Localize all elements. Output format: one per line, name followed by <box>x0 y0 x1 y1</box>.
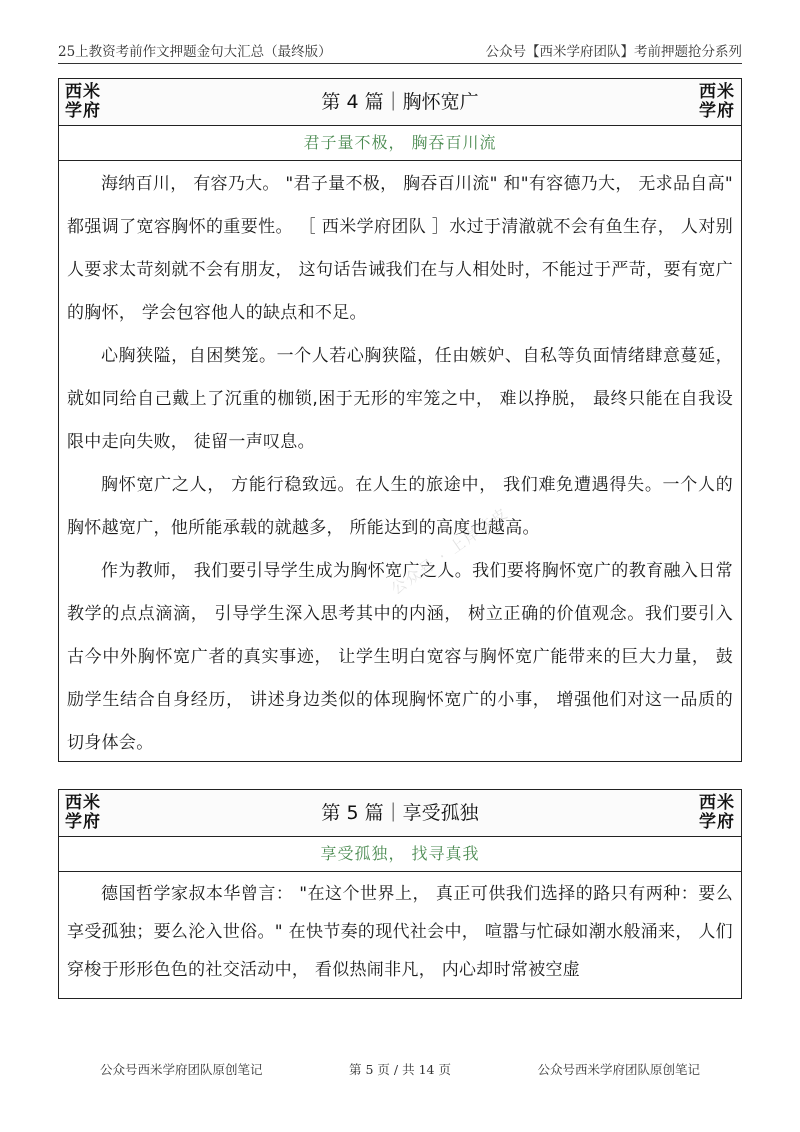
logo-text-line2: 学府 <box>699 101 735 121</box>
logo-text-line2: 学府 <box>65 812 101 832</box>
footer-page-number: 第 5 页 / 共 14 页 <box>349 1062 451 1077</box>
paragraph: 德国哲学家叔本华曾言： "在这个世界上， 真正可供我们选择的路只有两种：要么享受孤独；要么沦入世俗。" 在快节奏的现代社会中， 喧嚣与忙碌如潮水般涌来， 人们穿梭于形形色色的社交活动中， 看似热闹非凡， 内心却时常被空虚 <box>67 884 733 980</box>
article-body <box>59 161 741 773</box>
article-subtitle: 享受孤独， 找寻真我 <box>59 837 741 872</box>
article-subtitle: 君子量不极， 胸吞百川流 <box>59 126 741 161</box>
article-5-box <box>58 789 742 999</box>
paragraph: 海纳百川， 有容乃大。 "君子量不极， 胸吞百川流" 和"有容德乃大， 无求品自高" 都强调了宽容胸怀的重要性。 ［ 西米学府团队 ］水过于清澈就不会有鱼生存， 人对别人要求太苛刻就不会有朋友， 这句话告诫我们在与人相处时，不能过于严苛，要有宽广的胸怀， 学会包容他人的缺点和不足。 <box>67 174 733 323</box>
article-title: 第 4 篇｜胸怀宽广 <box>321 91 479 113</box>
paragraph: 胸怀宽广之人， 方能行稳致远。在人生的旅途中， 我们难免遭遇得失。一个人的胸怀越宽广，他所能承载的就越多， 所能达到的高度也越高。 <box>67 475 733 538</box>
logo-text-line2: 学府 <box>699 812 735 832</box>
paragraph: 作为教师， 我们要引导学生成为胸怀宽广之人。我们要将胸怀宽广的教育融入日常教学的点点滴滴， 引导学生深入思考其中的内涵， 树立正确的价值观念。我们要引入古今中外胸怀宽广者的真实事迹， 让学生明白宽容与胸怀宽广能带来的巨大力量， 鼓励学生结合自身经历， 讲述身边类似的体现胸怀宽广的小事， 增强他们对这一品质的切身体会。 <box>67 561 733 753</box>
logo-text-line1: 西米 <box>699 82 735 102</box>
article-body <box>59 872 741 997</box>
logo-text-line1: 西米 <box>65 793 101 813</box>
watermark: 公众号 · 上岸陈皮 <box>387 503 513 599</box>
logo-right <box>695 83 735 121</box>
article-header <box>59 79 741 126</box>
header-right-title: 公众号【西米学府团队】考前押题抢分系列 <box>485 44 742 60</box>
page-header <box>58 38 742 64</box>
article-header <box>59 790 741 837</box>
logo-text-line1: 西米 <box>65 82 101 102</box>
page-footer <box>100 1060 700 1078</box>
logo-text-line2: 学府 <box>65 101 101 121</box>
logo-right <box>695 794 735 832</box>
article-4-box <box>58 78 742 762</box>
paragraph: 心胸狭隘，自困樊笼。一个人若心胸狭隘，任由嫉妒、自私等负面情绪肆意蔓延， 就如同给自己戴上了沉重的枷锁,困于无形的牢笼之中， 难以挣脱， 最终只能在自我设限中走向失败， 徒留一声叹息。 <box>67 346 733 452</box>
logo-text-line1: 西米 <box>699 793 735 813</box>
footer-left: 公众号西米学府团队原创笔记 <box>100 1062 263 1077</box>
header-left-title: 25上教资考前作文押题金句大汇总（最终版） <box>58 44 332 60</box>
footer-right: 公众号西米学府团队原创笔记 <box>537 1062 700 1077</box>
article-title: 第 5 篇｜享受孤独 <box>321 802 479 824</box>
